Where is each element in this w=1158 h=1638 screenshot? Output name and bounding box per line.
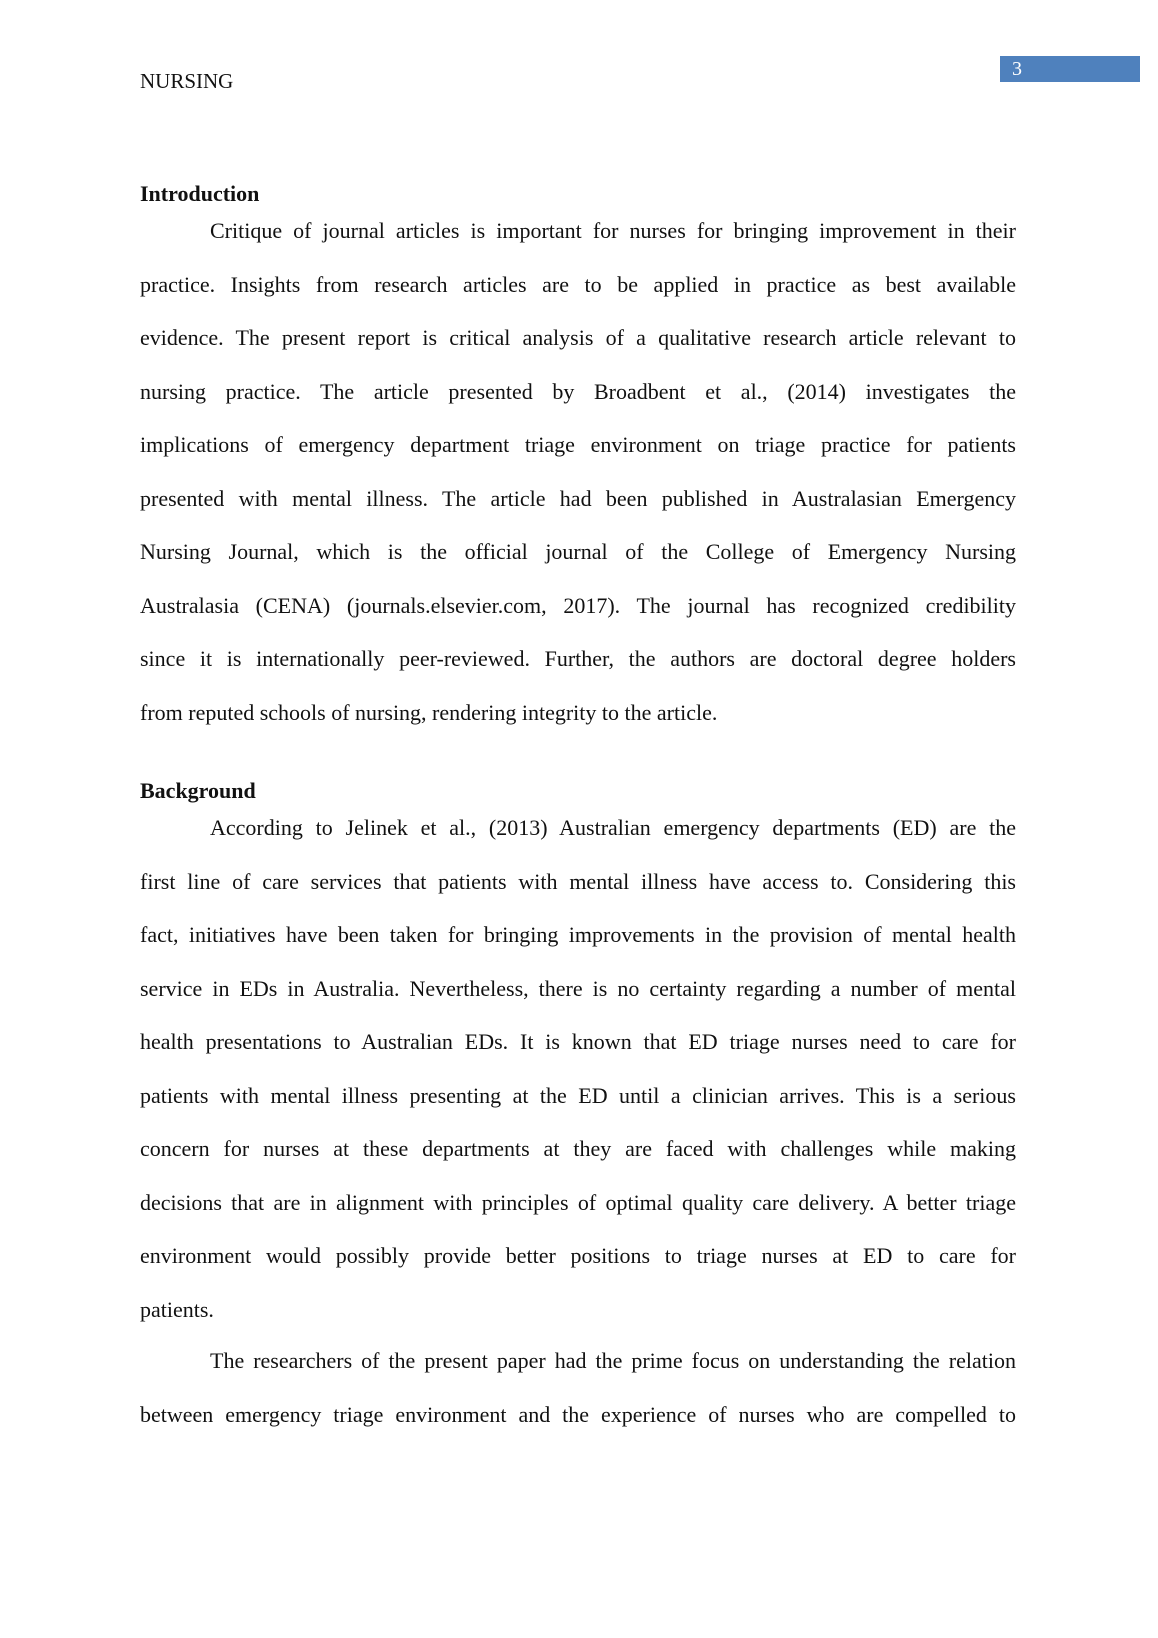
- text-line: patients with mental illness presenting at the ED until a clinician arrives. This is a serious: [140, 1082, 1016, 1108]
- text-line: health presentations to Australian EDs. It is known that ED triage nurses need to care for: [140, 1029, 1016, 1054]
- text-line: According to Jelinek et al., (2013) Australian emergency departments (ED) are the: [210, 815, 1016, 840]
- running-head: NURSING: [140, 69, 234, 93]
- text-line: The researchers of the present paper had the prime focus on understanding the relation: [210, 1348, 1016, 1373]
- text-line: between emergency triage environment and the experience of nurses who are compelled to: [140, 1401, 1016, 1427]
- text-line: decisions that are in alignment with principles of optimal quality care delivery. A better triage: [140, 1189, 1016, 1215]
- text-line: implications of emergency department triage environment on triage practice for patients: [140, 432, 1016, 457]
- text-line: Critique of journal articles is important for nurses for bringing improvement in their: [210, 218, 1016, 243]
- text-line: Nursing Journal, which is the official journal of the College of Emergency Nursing: [140, 539, 1016, 564]
- paragraph: [140, 1348, 1016, 1455]
- section-heading-background: Background: [140, 778, 256, 803]
- text-line: evidence. The present report is critical analysis of a qualitative research article relevant to: [140, 325, 1016, 350]
- text-line: Australasia (CENA) (journals.elsevier.com, 2017). The journal has recognized credibility: [140, 592, 1016, 618]
- text-line: presented with mental illness. The article had been published in Australasian Emergency: [140, 485, 1016, 511]
- text-line: environment would possibly provide better positions to triage nurses at ED to care for: [140, 1243, 1016, 1268]
- text-line: concern for nurses at these departments at they are faced with challenges while making: [140, 1136, 1016, 1161]
- page-number: 3: [1012, 58, 1022, 80]
- text-line: practice. Insights from research articles are to be applied in practice as best available: [140, 271, 1016, 297]
- section-heading-introduction: Introduction: [140, 181, 260, 206]
- text-line: service in EDs in Australia. Nevertheless, there is no certainty regarding a number of mental: [140, 975, 1016, 1001]
- text-line: patients.: [140, 1296, 214, 1322]
- text-line: from reputed schools of nursing, rendering integrity to the article.: [140, 699, 718, 725]
- text-line: first line of care services that patients with mental illness have access to. Considering this: [140, 868, 1016, 894]
- page-number-box: [1000, 56, 1140, 82]
- text-line: since it is internationally peer-reviewed. Further, the authors are doctoral degree holders: [140, 646, 1016, 671]
- text-line: fact, initiatives have been taken for bringing improvements in the provision of mental health: [140, 922, 1016, 947]
- paragraph: [140, 218, 1016, 753]
- paragraph: [140, 815, 1016, 1350]
- text-line: nursing practice. The article presented by Broadbent et al., (2014) investigates the: [140, 378, 1016, 404]
